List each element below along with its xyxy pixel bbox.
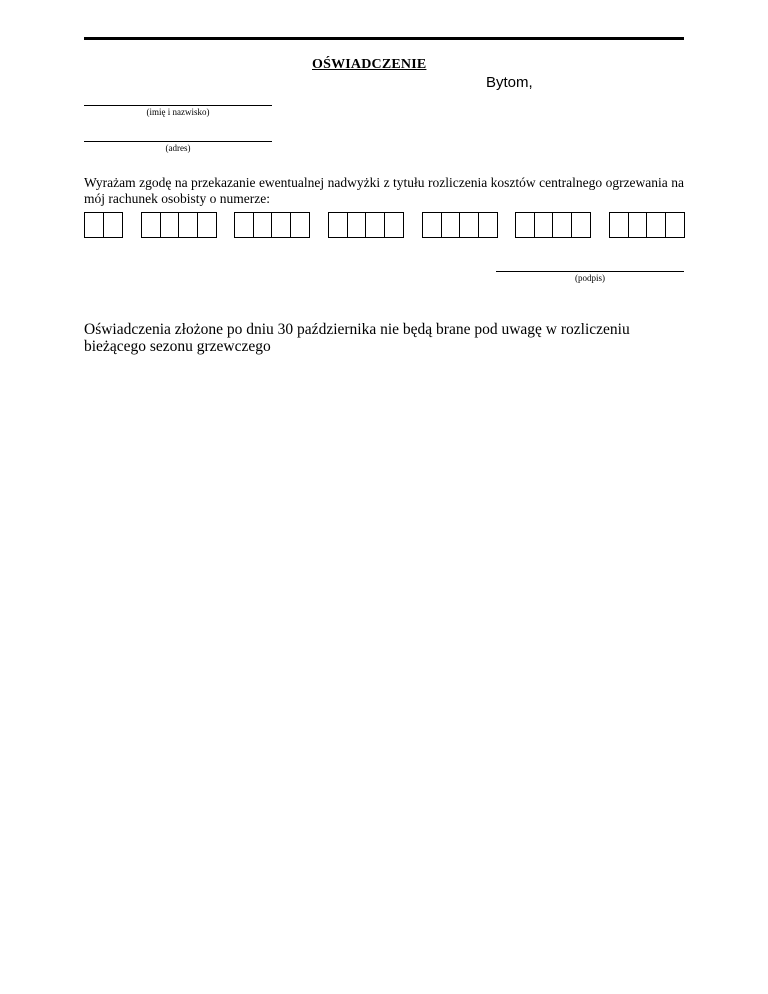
- address-field-caption: (adres): [165, 143, 191, 153]
- account-group-2: [141, 212, 217, 238]
- account-group-1: [84, 212, 123, 238]
- account-group-5: [422, 212, 498, 238]
- account-digit-box[interactable]: [666, 213, 685, 237]
- account-digit-box[interactable]: [423, 213, 442, 237]
- address-field-line[interactable]: [84, 141, 272, 142]
- account-digit-box[interactable]: [366, 213, 385, 237]
- account-group-3: [234, 212, 310, 238]
- account-group-7: [609, 212, 685, 238]
- account-digit-box[interactable]: [572, 213, 591, 237]
- account-digit-box[interactable]: [647, 213, 666, 237]
- account-digit-box[interactable]: [348, 213, 367, 237]
- account-digit-box[interactable]: [442, 213, 461, 237]
- signature-field-line[interactable]: [496, 271, 684, 272]
- account-digit-box[interactable]: [629, 213, 648, 237]
- account-digit-box[interactable]: [179, 213, 198, 237]
- account-digit-box[interactable]: [460, 213, 479, 237]
- document-title: OŚWIADCZENIE: [312, 57, 427, 72]
- account-group-4: [328, 212, 404, 238]
- account-digit-box[interactable]: [516, 213, 535, 237]
- account-digit-box[interactable]: [254, 213, 273, 237]
- name-field-line[interactable]: [84, 105, 272, 106]
- consent-text: Wyrażam zgodę na przekazanie ewentualnej nadwyżki z tytułu rozliczenia kosztów centralnego ogrzewania na mój rachunek osobisty o numerze:: [84, 175, 684, 206]
- account-digit-box[interactable]: [535, 213, 554, 237]
- account-digit-box[interactable]: [385, 213, 404, 237]
- account-digit-box[interactable]: [142, 213, 161, 237]
- account-digit-box[interactable]: [553, 213, 572, 237]
- account-digit-box[interactable]: [198, 213, 217, 237]
- city-date-label: Bytom,: [486, 74, 533, 91]
- account-digit-box[interactable]: [85, 213, 104, 237]
- deadline-notice-line-2: bieżącego sezonu grzewczego: [84, 338, 271, 355]
- account-digit-box[interactable]: [272, 213, 291, 237]
- account-digit-box[interactable]: [104, 213, 123, 237]
- account-digit-box[interactable]: [161, 213, 180, 237]
- deadline-notice-line-1: Oświadczenia złożone po dniu 30 października nie będą brane pod uwagę w rozliczeniu: [84, 321, 630, 338]
- signature-field-caption: (podpis): [575, 273, 605, 283]
- name-field-caption: (imię i nazwisko): [146, 107, 210, 117]
- account-digit-box[interactable]: [479, 213, 498, 237]
- account-digit-box[interactable]: [610, 213, 629, 237]
- account-digit-box[interactable]: [291, 213, 310, 237]
- account-digit-box[interactable]: [235, 213, 254, 237]
- top-rule: [84, 37, 684, 40]
- account-digit-box[interactable]: [329, 213, 348, 237]
- deadline-notice: [84, 321, 684, 355]
- account-group-6: [515, 212, 591, 238]
